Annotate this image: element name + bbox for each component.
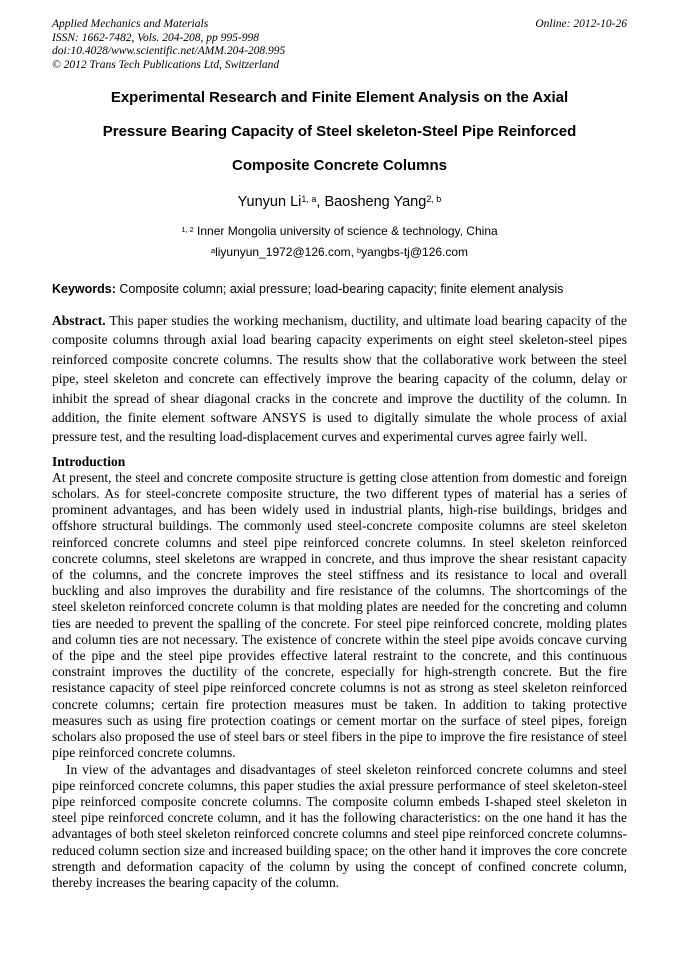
introduction-paragraph-1: At present, the steel and concrete composite structure is getting close attention from domestic and foreign scholars. As for steel-concrete composite structure, the two different types of material has a series of prominent advantages, and has been widely used in industrial plants, high-rise buildings, bridges and offshore structural buildings. The commonly used steel-concrete composite columns are steel skeleton reinforced concrete columns and steel pipe reinforced concrete columns. In steel skeleton reinforced concrete columns, steel skeletons are wrapped in concrete, and thus improve the shear resistant capacity of the columns, and the concrete improves the steel stiffness and its resistance to local and overall buckling and also improves the durability and fire resistance of the columns. The shortcomings of the steel skeleton reinforced concrete column is that molding plates are needed for the concreting and column ties are needed to prevent the spalling of the concrete. For steel pipe reinforced concrete, molding plates and column ties are not necessary. The existence of concrete within the steel pipe avoids concave curving of the pipe and the steel pipe provides effective lateral restraint to the concrete, and this continuous constraint improves the ductility of the concrete, especially for high-strength concrete. But the fire resistance capacity of steel pipe reinforced concrete columns is not as strong as steel skeleton reinforced concrete columns; certain fire protection measures must be taken. In addition to taking protective measures such as using fire protection coatings or cement mortar on the surface of steel pipes, foreign scholars also proposed the use of steel bars or steel fibers in the pipe to improve the fire resistance of steel pipe reinforced concrete columns. xyxy=(52,469,627,761)
author-2-superscript: 2, b xyxy=(426,193,442,204)
journal-name: Applied Mechanics and Materials xyxy=(52,18,209,30)
author-1-name: Yunyun Li xyxy=(237,194,302,210)
introduction-paragraph-2: In view of the advantages and disadvantages of steel skeleton reinforced concrete columns and steel pipe reinforced concrete columns, this paper studies the axial pressure performance of steel skeleton-steel pipe reinforced composite concrete columns. The composite column embeds I-shaped steel skeleton in steel pipe reinforced concrete column, and it has the following characteristics: on the one hand it has the advantages of both steel skeleton reinforced concrete columns and steel pipe reinforced concrete columns- reduced column section size and increased building space; on the other hand it improves the core concrete strength and deformation capacity of the column by using the concept of confined concrete column, thereby increases the bearing capacity of the column. xyxy=(52,761,627,890)
abstract-paragraph xyxy=(52,311,627,447)
email-1-superscript: a xyxy=(210,245,216,255)
emails-line xyxy=(52,245,627,261)
authors-separator: , xyxy=(316,194,325,210)
paper-title-line-1: Experimental Research and Finite Element Analysis on the Axial xyxy=(110,89,569,106)
journal-header xyxy=(52,18,627,72)
affiliation-text: Inner Mongolia university of science & technology, China xyxy=(193,224,498,238)
author-1-superscript: 1, a xyxy=(301,193,317,204)
journal-header-left xyxy=(52,18,285,72)
paper-title-line-2: Pressure Bearing Capacity of Steel skeleton-Steel Pipe Reinforced xyxy=(102,123,577,140)
email-1-text: liyunyun_1972@126.com, xyxy=(215,245,355,259)
keywords-label: Keywords: xyxy=(52,282,116,296)
affiliation-line xyxy=(52,224,627,240)
online-date: Online: 2012-10-26 xyxy=(535,18,627,30)
affiliation-superscript: 1, 2 xyxy=(181,224,194,234)
paper-title xyxy=(52,81,627,183)
journal-doi-line: doi:10.4028/www.scientific.net/AMM.204-208.995 xyxy=(52,45,286,57)
author-2-name: Baosheng Yang xyxy=(324,194,427,210)
email-2-text: yangbs-tj@126.com xyxy=(361,245,469,259)
introduction-heading: Introduction xyxy=(52,453,126,469)
abstract-text: This paper studies the working mechanism, ductility, and ultimate load bearing capacity of the composite columns through axial load bearing capacity experiments on eight steel skeleton-steel pipes reinforced composite concrete columns. The results show that the collaborative work between the steel pipe, steel skeleton and concrete can effectively improve the bearing capacity of the column, delay or inhibit the spread of shear diagonal cracks in the concrete and improve the ductility of the column. In addition, the finite element software ANSYS is used to digitally simulate the whole process of axial pressure test, and the resulting load-displacement curves and experimental curves agree fairly well. xyxy=(52,313,627,445)
keywords-text: Composite column; axial pressure; load-bearing capacity; finite element analysis xyxy=(115,282,564,296)
keywords-line xyxy=(52,282,627,297)
paper-title-line-3: Composite Concrete Columns xyxy=(231,157,448,174)
email-2-superscript: b xyxy=(357,245,362,255)
journal-issn-line: ISSN: 1662-7482, Vols. 204-208, pp 995-998 xyxy=(52,31,259,44)
abstract-label: Abstract. xyxy=(52,313,106,328)
journal-copyright-line: © 2012 Trans Tech Publications Ltd, Switzerland xyxy=(52,58,280,71)
authors-line xyxy=(52,192,627,213)
